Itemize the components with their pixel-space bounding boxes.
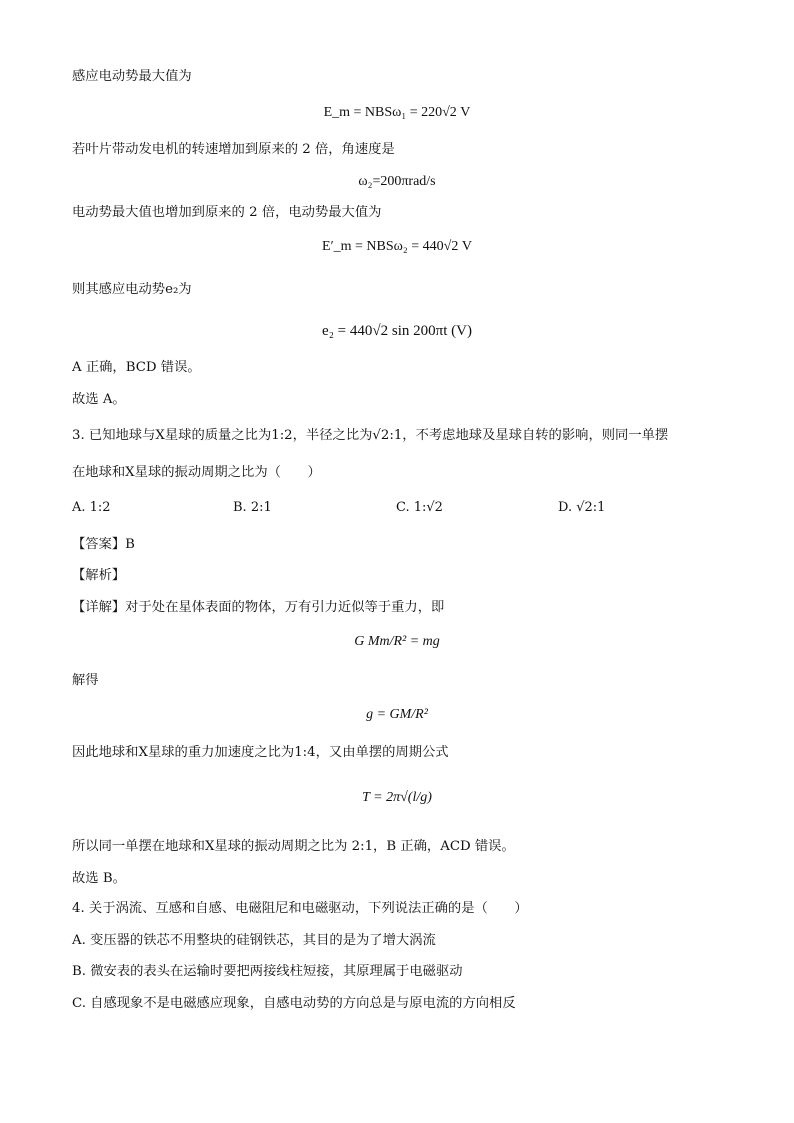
equation: e₂ = 440√2 sin 200πt (V) [322,323,472,339]
text-line: 电动势最大值也增加到原来的 2 倍，电动势最大值为 [72,205,382,220]
text-line: 所以同一单摆在地球和X星球的振动周期之比为 2:1，B 正确，ACD 错误。 [72,839,515,854]
option-a: A. 1:2 [72,500,111,515]
text-line: 感应电动势最大值为 [72,69,192,84]
text-line: 故选 A。 [72,392,126,407]
text-line: 因此地球和X星球的重力加速度之比为1:4，又由单摆的周期公式 [72,745,449,760]
text-line: 若叶片带动发电机的转速增加到原来的 2 倍，角速度是 [72,142,395,157]
equation: E_m = NBSω₁ = 220√2 V [323,105,471,120]
analysis-label: 【解析】 [72,568,126,583]
detail-text: 【详解】对于处在星体表面的物体，万有引力近似等于重力，即 [72,600,445,615]
text-line: 故选 B。 [72,871,126,886]
equation: G Mm/R² = mg [354,634,440,649]
question-3-stem: 3. 已知地球与X星球的质量之比为1:2，半径之比为√2:1，不考虑地球及星球自转的影响，则同一单摆 [72,428,669,443]
question-3-stem-cont: 在地球和X星球的振动周期之比为（ ） [72,465,321,480]
equation: ω₂=200πrad/s [358,174,436,189]
equation: g = GM/R² [366,707,428,722]
text-line: 则其感应电动势e₂为 [72,282,192,297]
option-d: D. √2:1 [558,500,606,515]
question-4-option-c: C. 自感现象不是电磁感应现象，自感电动势的方向总是与原电流的方向相反 [72,996,516,1011]
text-line: 解得 [72,673,99,688]
question-4-option-a: A. 变压器的铁芯不用整块的硅钢铁芯，其目的是为了增大涡流 [72,933,436,948]
equation: T = 2π√(l/g) [362,790,432,805]
question-4-stem: 4. 关于涡流、互感和自感、电磁阻尼和电磁驱动，下列说法正确的是（ ） [72,901,528,916]
option-c: C. 1:√2 [396,500,443,515]
answer-label: 【答案】B [72,537,135,552]
question-4-option-b: B. 微安表的表头在运输时要把两接线柱短接，其原理属于电磁驱动 [72,964,463,979]
equation: E′_m = NBSω₂ = 440√2 V [322,239,472,254]
option-b: B. 2:1 [233,500,272,515]
text-line: A 正确，BCD 错误。 [72,360,201,375]
